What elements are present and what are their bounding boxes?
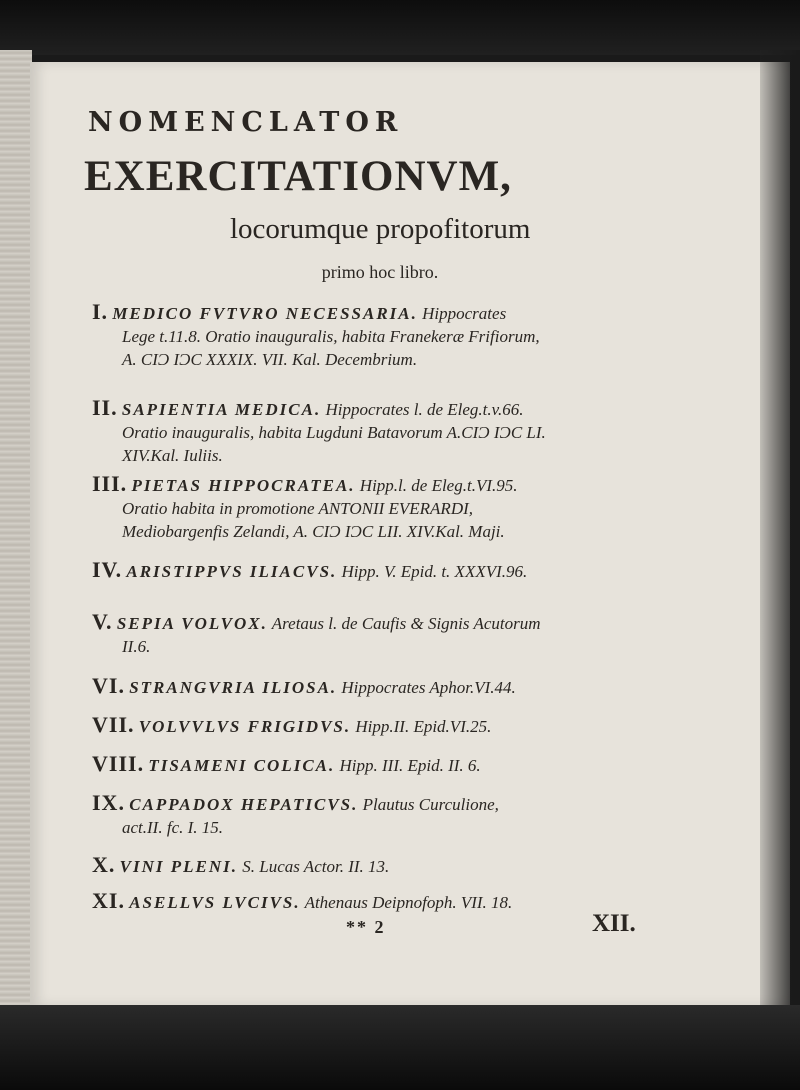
entry-text: Hippocrates l. de Eleg.t.v.66. xyxy=(325,400,524,419)
entry-line: Mediobargenfis Zelandi, A. CIƆ IƆC LII. XIV.Kal. Maji. xyxy=(122,522,505,541)
entry-text: Athenaus Deipnofoph. VII. 18. xyxy=(304,893,513,912)
entry-8 xyxy=(92,752,752,777)
entry-number: IX. xyxy=(92,790,125,815)
entry-text: Hipp.l. de Eleg.t.VI.95. xyxy=(359,476,518,495)
entry-heading: CAPPADOX HEPATICVS. xyxy=(129,795,359,814)
title-nomenclator: NOMENCLATOR xyxy=(88,107,404,138)
entry-9 xyxy=(92,791,752,839)
subtitle: locorumque propofitorum xyxy=(230,213,531,245)
entry-heading: SAPIENTIA MEDICA. xyxy=(121,400,322,419)
entry-number: II. xyxy=(92,395,118,420)
entry-number: VII. xyxy=(92,712,135,737)
entry-line: act.II. fc. I. 15. xyxy=(122,818,224,837)
entry-text: Hippocrates Aphor.VI.44. xyxy=(341,678,516,697)
entry-heading: PIETAS HIPPOCRATEA. xyxy=(131,476,356,495)
entry-1 xyxy=(92,300,752,371)
entry-number: I. xyxy=(92,299,109,324)
scan-right-shadow xyxy=(760,50,800,1010)
entry-heading: ASELLVS LVCIVS. xyxy=(129,893,301,912)
entry-heading: MEDICO FVTVRO NECESSARIA. xyxy=(112,304,418,323)
entry-number: X. xyxy=(92,852,116,877)
title-exercitationum: EXERCITATIONVM, xyxy=(84,153,512,200)
entry-text: Hipp. V. Epid. t. XXXVI.96. xyxy=(341,562,528,581)
entry-5 xyxy=(92,610,752,658)
entry-line: XIV.Kal. Iuliis. xyxy=(122,446,223,465)
entry-number: VI. xyxy=(92,673,125,698)
scan-bottom-shadow xyxy=(0,1005,800,1090)
entry-text: Hipp.II. Epid.VI.25. xyxy=(355,717,492,736)
entry-heading: ARISTIPPVS ILIACVS. xyxy=(126,562,338,581)
entry-line: Lege t.11.8. Oratio inauguralis, habita Franekeræ Frifiorum, xyxy=(122,327,540,346)
entry-line: A. CIƆ IƆC XXXIX. VII. Kal. Decembrium. xyxy=(122,350,418,369)
entry-text: Aretaus l. de Caufis & Signis Acutorum xyxy=(271,614,541,633)
entry-3 xyxy=(92,472,752,543)
signature-mark: ** 2 xyxy=(346,917,386,937)
entry-heading: VINI PLENI. xyxy=(119,857,238,876)
entry-number: VIII. xyxy=(92,751,145,776)
entry-6 xyxy=(92,674,752,699)
entry-line: II.6. xyxy=(122,637,151,656)
entry-line: Oratio habita in promotione ANTONII EVERARDI, xyxy=(122,499,474,518)
catchword: XII. xyxy=(592,910,636,937)
entry-number: IV. xyxy=(92,557,123,582)
entry-text: Hipp. III. Epid. II. 6. xyxy=(339,756,481,775)
page-stack-edge xyxy=(0,50,32,1020)
entry-heading: TISAMENI COLICA. xyxy=(148,756,336,775)
entry-text: Hippocrates xyxy=(422,304,507,323)
entry-2 xyxy=(92,396,752,467)
entry-4 xyxy=(92,558,752,583)
entry-text: Plautus Curculione, xyxy=(362,795,499,814)
entry-heading: STRANGVRIA ILIOSA. xyxy=(129,678,338,697)
entry-line: Oratio inauguralis, habita Lugduni Batavorum A.CIƆ IƆC LI. xyxy=(122,423,546,442)
entry-heading: VOLVVLVS FRIGIDVS. xyxy=(138,717,352,736)
entry-11 xyxy=(92,889,752,914)
entry-7 xyxy=(92,713,752,738)
entry-number: III. xyxy=(92,471,128,496)
entry-number: V. xyxy=(92,609,113,634)
entry-heading: SEPIA VOLVOX. xyxy=(116,614,268,633)
scan-top-shadow xyxy=(0,0,800,55)
entry-number: XI. xyxy=(92,888,125,913)
entry-10 xyxy=(92,853,752,878)
entry-text: S. Lucas Actor. II. 13. xyxy=(242,857,390,876)
subtitle-secondary: primo hoc libro. xyxy=(321,262,439,282)
